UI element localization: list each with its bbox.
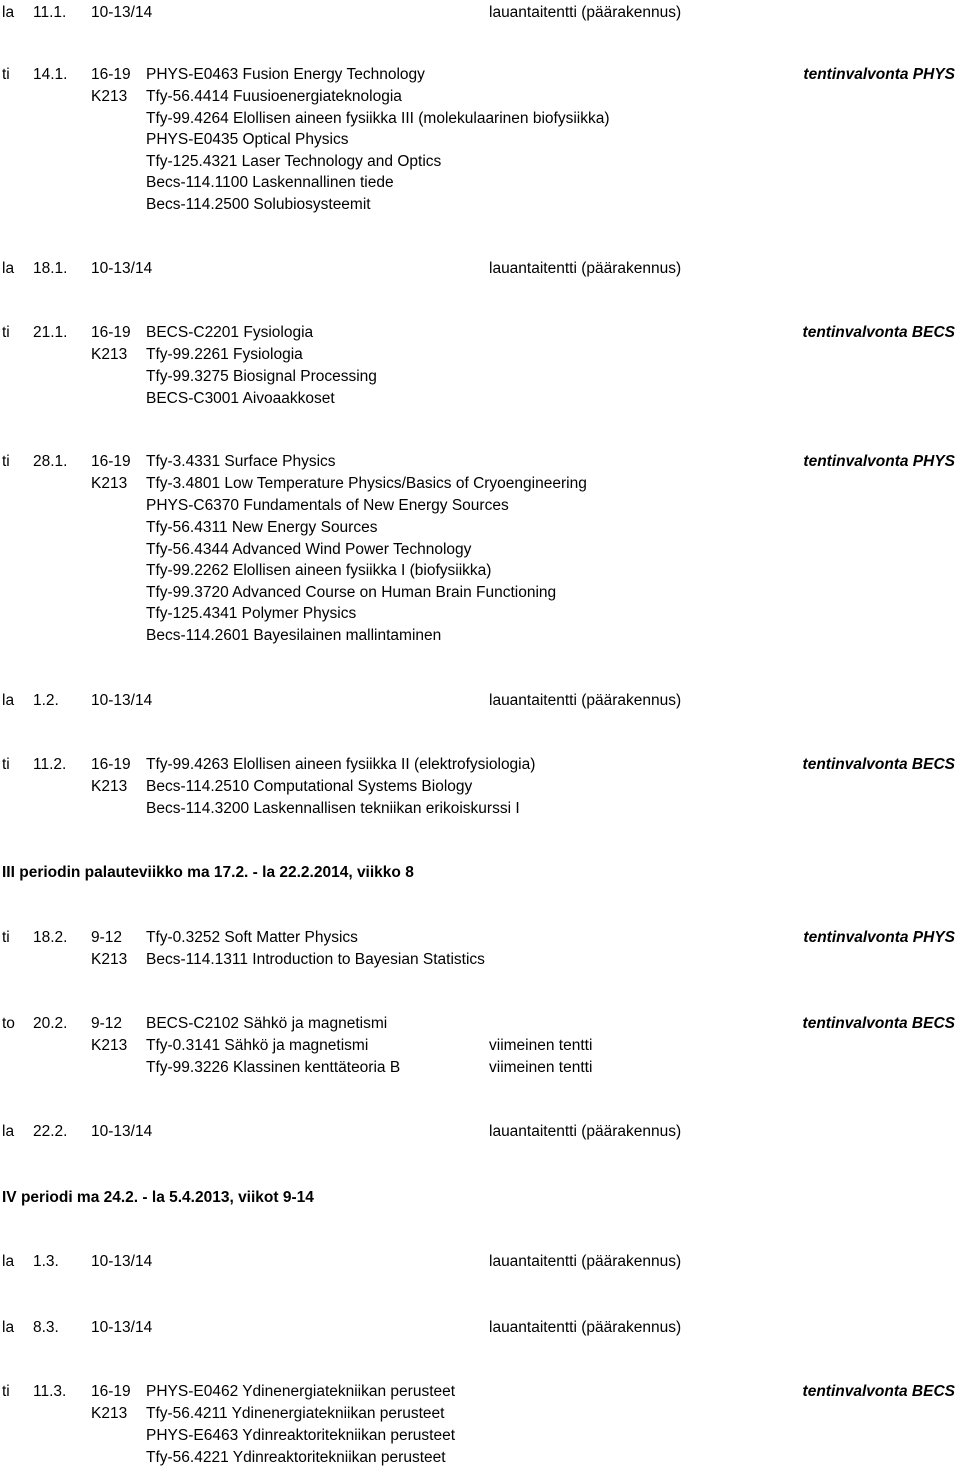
- schedule-row: [0, 108, 960, 130]
- row-day: la: [2, 260, 15, 277]
- row-date: 14.1.: [33, 66, 68, 83]
- row-time: 9-12: [91, 929, 123, 946]
- row-time: K213: [91, 778, 128, 795]
- schedule-row: [0, 172, 960, 194]
- schedule-row: [0, 258, 960, 280]
- row-right: tentinvalvonta PHYS: [803, 66, 955, 83]
- row-day: ti: [2, 756, 10, 773]
- schedule-row: [0, 1035, 960, 1057]
- schedule-row: [0, 603, 960, 625]
- row-course: Becs-114.2601 Bayesilainen mallintaminen: [146, 627, 442, 644]
- row-course: Tfy-56.4221 Ydinreaktoritekniikan perusteet: [146, 1449, 446, 1466]
- row-note: lauantaitentti (päärakennus): [489, 1319, 682, 1336]
- row-note: viimeinen tentti: [489, 1037, 593, 1054]
- row-time: 16-19: [91, 453, 131, 470]
- row-time: K213: [91, 475, 128, 492]
- row-course: BECS-C3001 Aivoaakkoset: [146, 390, 335, 407]
- row-time: K213: [91, 1037, 128, 1054]
- row-day: ti: [2, 453, 10, 470]
- row-course: Tfy-56.4311 New Energy Sources: [146, 519, 378, 536]
- row-time: 16-19: [91, 756, 131, 773]
- schedule-row: [0, 690, 960, 712]
- row-date: 11.2.: [33, 756, 67, 773]
- row-note: viimeinen tentti: [489, 1059, 593, 1076]
- row-course: Tfy-99.2262 Elollisen aineen fysiikka I (biofysiikka): [146, 562, 492, 579]
- row-date: 18.1.: [33, 260, 68, 277]
- row-day: la: [2, 1123, 15, 1140]
- schedule-row: [0, 495, 960, 517]
- row-date: 1.2.: [33, 692, 59, 709]
- row-date: 18.2.: [33, 929, 68, 946]
- schedule-row: [0, 539, 960, 561]
- row-right: tentinvalvonta BECS: [802, 756, 955, 773]
- row-day: ti: [2, 929, 10, 946]
- row-time: 16-19: [91, 324, 131, 341]
- row-time: K213: [91, 88, 128, 105]
- row-course: Tfy-99.4264 Elollisen aineen fysiikka III (molekulaarinen biofysiikka): [146, 110, 610, 127]
- row-course: Becs-114.2510 Computational Systems Biology: [146, 778, 473, 795]
- period-heading: IV periodi ma 24.2. - la 5.4.2013, viikot 9-14: [2, 1189, 314, 1206]
- row-course: Tfy-56.4344 Advanced Wind Power Technology: [146, 541, 472, 558]
- schedule-row: [0, 2, 960, 24]
- row-time: 10-13/14: [91, 1253, 153, 1270]
- row-course: Becs-114.2500 Solubiosysteemit: [146, 196, 371, 213]
- row-time: 10-13/14: [91, 692, 153, 709]
- row-day: la: [2, 1253, 15, 1270]
- row-course: Tfy-99.2261 Fysiologia: [146, 346, 303, 363]
- row-day: la: [2, 4, 15, 21]
- row-time: 16-19: [91, 1383, 131, 1400]
- schedule-row: [0, 1251, 960, 1273]
- schedule-row: [0, 582, 960, 604]
- row-course: Tfy-56.4414 Fuusioenergiateknologia: [146, 88, 402, 105]
- row-course: Tfy-125.4341 Polymer Physics: [146, 605, 357, 622]
- row-date: 22.2.: [33, 1123, 68, 1140]
- row-time: K213: [91, 346, 128, 363]
- schedule-row: [0, 560, 960, 582]
- row-date: 1.3.: [33, 1253, 59, 1270]
- row-day: la: [2, 1319, 15, 1336]
- schedule-row: [0, 451, 960, 473]
- schedule-row: [0, 64, 960, 86]
- schedule-row: [0, 517, 960, 539]
- row-day: ti: [2, 66, 10, 83]
- schedule-row: [0, 1317, 960, 1339]
- row-course: Tfy-99.4263 Elollisen aineen fysiikka II (elektrofysiologia): [146, 756, 536, 773]
- row-time: 10-13/14: [91, 1123, 153, 1140]
- schedule-row: [0, 322, 960, 344]
- row-time: K213: [91, 1405, 128, 1422]
- row-course: PHYS-E0463 Fusion Energy Technology: [146, 66, 425, 83]
- row-course: Tfy-99.3720 Advanced Course on Human Brain Functioning: [146, 584, 557, 601]
- row-course: PHYS-E0462 Ydinenergiatekniikan perusteet: [146, 1383, 456, 1400]
- row-day: ti: [2, 1383, 10, 1400]
- row-note: lauantaitentti (päärakennus): [489, 692, 682, 709]
- row-day: ti: [2, 324, 10, 341]
- row-time: 10-13/14: [91, 260, 153, 277]
- row-course: BECS-C2102 Sähkö ja magnetismi: [146, 1015, 388, 1032]
- row-time: K213: [91, 951, 128, 968]
- row-note: lauantaitentti (päärakennus): [489, 260, 682, 277]
- row-course: Tfy-56.4211 Ydinenergiatekniikan perusteet: [146, 1405, 445, 1422]
- row-time: 10-13/14: [91, 1319, 153, 1336]
- row-day: to: [2, 1015, 15, 1032]
- row-course: Becs-114.1311 Introduction to Bayesian Statistics: [146, 951, 485, 968]
- row-time: 9-12: [91, 1015, 123, 1032]
- schedule-row: [0, 949, 960, 971]
- schedule-row: [0, 1057, 960, 1079]
- row-date: 21.1.: [33, 324, 68, 341]
- row-day: la: [2, 692, 15, 709]
- row-course: BECS-C2201 Fysiologia: [146, 324, 314, 341]
- row-course: Tfy-99.3275 Biosignal Processing: [146, 368, 377, 385]
- schedule-row: [0, 776, 960, 798]
- schedule-row: [0, 473, 960, 495]
- row-course: Tfy-125.4321 Laser Technology and Optics: [146, 153, 442, 170]
- row-date: 11.1.: [33, 4, 67, 21]
- row-course: PHYS-E0435 Optical Physics: [146, 131, 349, 148]
- row-date: 28.1.: [33, 453, 68, 470]
- row-right: tentinvalvonta BECS: [802, 1015, 955, 1032]
- row-right: tentinvalvonta BECS: [802, 324, 955, 341]
- row-course: Tfy-3.4331 Surface Physics: [146, 453, 336, 470]
- row-note: lauantaitentti (päärakennus): [489, 1253, 682, 1270]
- schedule-row: [0, 1447, 960, 1469]
- schedule-row: [0, 388, 960, 410]
- period-heading: III periodin palauteviikko ma 17.2. - la 22.2.2014, viikko 8: [2, 864, 414, 881]
- schedule-row: [0, 129, 960, 151]
- row-time: 10-13/14: [91, 4, 153, 21]
- schedule-row: [0, 1121, 960, 1143]
- schedule-row: [0, 194, 960, 216]
- schedule-row: [0, 86, 960, 108]
- schedule-row: [0, 344, 960, 366]
- schedule-row: [0, 366, 960, 388]
- row-course: PHYS-E6463 Ydinreaktoritekniikan perusteet: [146, 1427, 456, 1444]
- row-course: Tfy-3.4801 Low Temperature Physics/Basics of Cryoengineering: [146, 475, 587, 492]
- schedule-row: [0, 798, 960, 820]
- row-date: 11.3.: [33, 1383, 67, 1400]
- row-course: Tfy-0.3252 Soft Matter Physics: [146, 929, 358, 946]
- schedule-row: [0, 1381, 960, 1403]
- row-course: Becs-114.1100 Laskennallinen tiede: [146, 174, 394, 191]
- row-right: tentinvalvonta BECS: [802, 1383, 955, 1400]
- schedule-row: [0, 1013, 960, 1035]
- schedule-row: [0, 1425, 960, 1447]
- row-date: 20.2.: [33, 1015, 68, 1032]
- row-date: 8.3.: [33, 1319, 59, 1336]
- schedule-row: [0, 625, 960, 647]
- schedule-row: [0, 1403, 960, 1425]
- schedule-row: [0, 754, 960, 776]
- row-time: 16-19: [91, 66, 131, 83]
- schedule-row: [0, 151, 960, 173]
- row-course: Tfy-0.3141 Sähkö ja magnetismi: [146, 1037, 369, 1054]
- row-course: Tfy-99.3226 Klassinen kenttäteoria B: [146, 1059, 401, 1076]
- schedule-row: [0, 927, 960, 949]
- row-note: lauantaitentti (päärakennus): [489, 1123, 682, 1140]
- row-course: PHYS-C6370 Fundamentals of New Energy Sources: [146, 497, 509, 514]
- row-right: tentinvalvonta PHYS: [803, 929, 955, 946]
- row-right: tentinvalvonta PHYS: [803, 453, 955, 470]
- row-course: Becs-114.3200 Laskennallisen tekniikan erikoiskurssi I: [146, 800, 520, 817]
- row-note: lauantaitentti (päärakennus): [489, 4, 682, 21]
